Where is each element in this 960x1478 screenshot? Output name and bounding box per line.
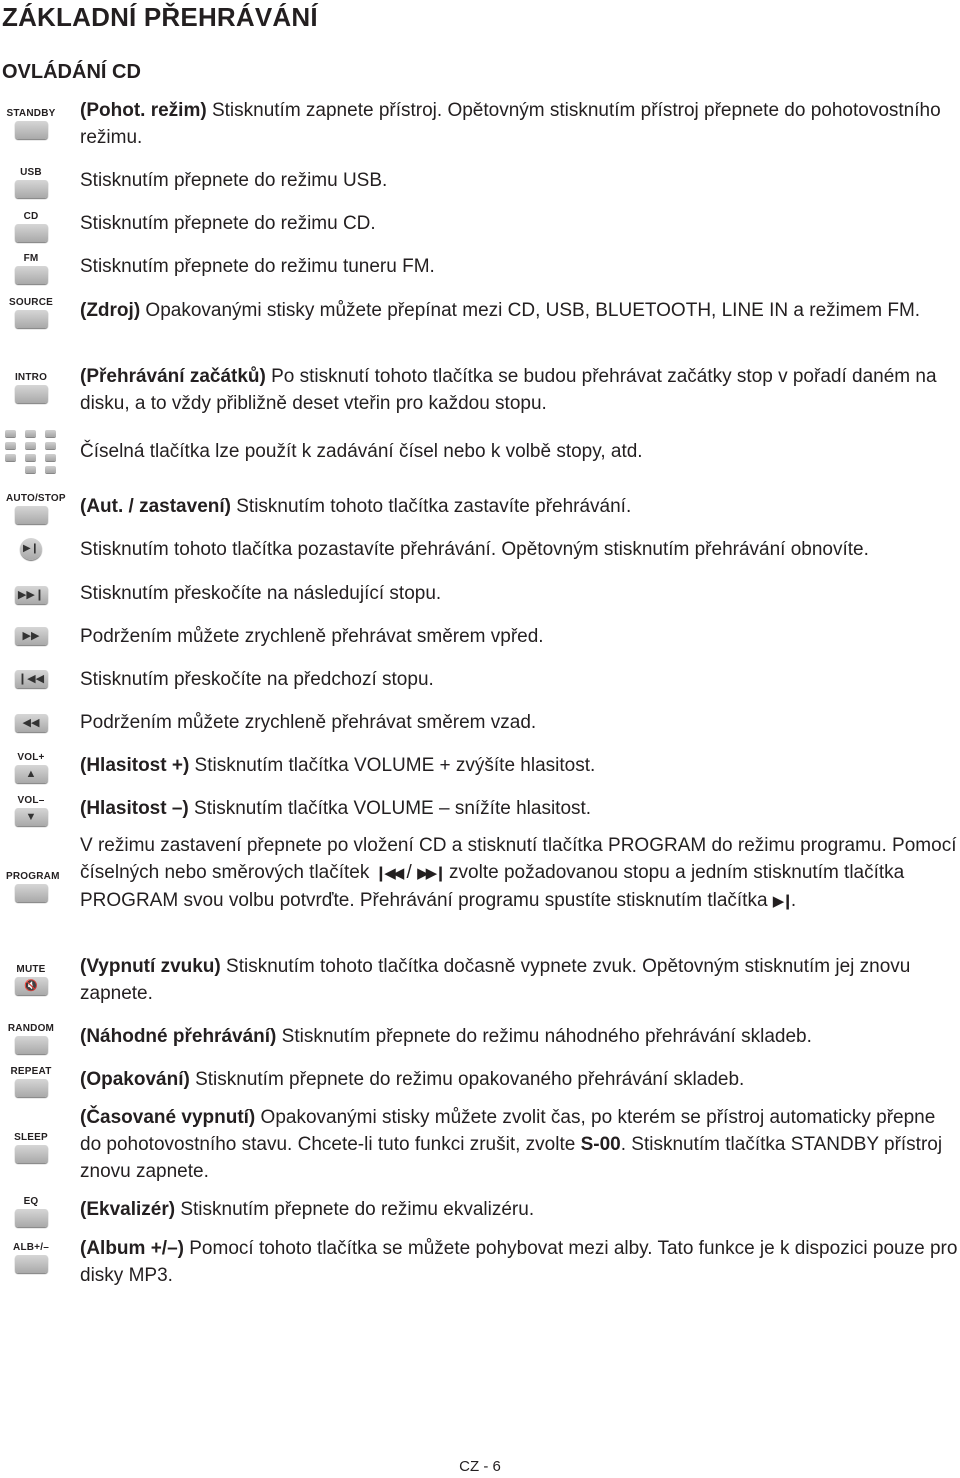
intro-key — [6, 372, 56, 403]
key-label: RANDOM — [7, 1023, 55, 1034]
voldown-key — [6, 795, 56, 826]
numeric-key — [5, 442, 16, 449]
source-key — [6, 297, 56, 328]
cd-button — [15, 224, 48, 242]
speaker-mute-icon: 🔇 — [15, 977, 48, 995]
arrow-down-icon: ▼ — [15, 808, 48, 826]
numeric-key — [5, 454, 16, 461]
repeat-description: (Opakování) Stisknutím přepnete do režimu opakovaného přehrávání skladeb. — [80, 1069, 745, 1090]
usb-description: Stisknutím přepnete do režimu USB. — [80, 170, 388, 191]
key-label: FM — [23, 253, 39, 264]
numeric-key — [45, 454, 56, 461]
key-label: PROGRAM — [6, 871, 60, 882]
autostop-key — [6, 493, 66, 524]
next-key — [6, 583, 56, 604]
prev-description: Stisknutím přeskočíte na předchozí stopu. — [80, 669, 434, 690]
key-label: VOL+ — [17, 752, 45, 763]
page-number: CZ - 6 — [459, 1458, 501, 1475]
fast-forward-icon: ▶▶ — [15, 627, 48, 645]
key-label: MUTE — [16, 964, 46, 975]
random-key — [6, 1023, 56, 1054]
rewind-icon: ◀◀ — [15, 714, 48, 732]
ff-description: Podržením můžete zrychleně přehrávat směrem vpřed. — [80, 626, 544, 647]
key-label: CD — [23, 211, 39, 222]
mute-key — [6, 964, 56, 995]
rew-description: Podržením můžete zrychleně přehrávat směrem vzad. — [80, 712, 537, 733]
numeric-key — [25, 454, 36, 461]
next-description: Stisknutím přeskočíte na následující stopu. — [80, 583, 442, 604]
key-label: ALB+/– — [13, 1242, 49, 1253]
numeric-key — [25, 430, 36, 437]
autostop-description: (Aut. / zastavení) Stisknutím tohoto tlačítka zastavíte přehrávání. — [80, 496, 632, 517]
eq-description: (Ekvalizér) Stisknutím přepnete do režimu ekvalizéru. — [80, 1199, 535, 1220]
source-description: (Zdroj) Opakovanými stisky můžete přepínat mezi CD, USB, BLUETOOTH, LINE IN a režimem FM. — [80, 300, 921, 321]
numeric-keypad — [3, 430, 59, 476]
standby-button — [15, 121, 48, 139]
key-label: SOURCE — [9, 297, 53, 308]
standby-description: (Pohot. režim) Stisknutím zapnete přístroj. Opětovným stisknutím přístroj přepnete do pohotovostního režimu. — [80, 100, 941, 148]
program-button — [15, 884, 48, 902]
sleep-button — [15, 1145, 48, 1163]
skip-next-icon: ▶▶❙ — [15, 586, 48, 604]
key-label: SLEEP — [14, 1132, 48, 1143]
intro-button — [15, 385, 48, 403]
autostop-button — [15, 506, 48, 524]
page-title: ZÁKLADNÍ PŘEHRÁVÁNÍ — [2, 2, 318, 32]
eq-key — [6, 1196, 56, 1227]
source-button — [15, 310, 48, 328]
numeric-description: Číselná tlačítka lze použít k zadávání čísel nebo k volbě stopy, atd. — [80, 441, 643, 462]
key-label: EQ — [23, 1196, 39, 1207]
eq-button — [15, 1209, 48, 1227]
volup-description: (Hlasitost +) Stisknutím tlačítka VOLUME + zvýšíte hlasitost. — [80, 755, 596, 776]
alb-key — [6, 1242, 56, 1273]
standby-key — [6, 108, 56, 139]
usb-key — [6, 167, 56, 198]
volup-key — [6, 752, 56, 783]
play-pause-icon: ▶❙ — [772, 893, 791, 910]
playpause-key — [6, 538, 56, 560]
numeric-key — [5, 430, 16, 437]
play-pause-icon: ▶❙ — [20, 538, 42, 560]
program-description: V režimu zastavení přepnete po vložení CD a stisknutí tlačítka PROGRAM do režimu programu. Pomocí číselných nebo směrových tlačítek ❙◀◀ / ▶▶❙ zvolte požadovanou stopu a jedním stisknutím tlačítka PROGRAM svou volbu potvrďte. Přehrávání programu spustíte stisknutím tlačítka ▶❙. — [80, 835, 957, 911]
numeric-key — [25, 442, 36, 449]
cd-description: Stisknutím přepnete do režimu CD. — [80, 213, 376, 234]
prev-key — [6, 667, 56, 688]
intro-description: (Přehrávání začátků) Po stisknutí tohoto tlačítka se budou přehrávat začátky stop v pořadí daném na disku, a to vždy přibližně deset vteřin pro každou stopu. — [80, 366, 937, 414]
key-label: REPEAT — [10, 1066, 52, 1077]
skip-previous-icon: ❙◀◀ — [374, 865, 402, 882]
key-label: STANDBY — [6, 108, 56, 119]
sleep-key — [6, 1132, 56, 1163]
repeat-key — [6, 1066, 56, 1097]
skip-previous-icon: ❙◀◀ — [15, 670, 48, 688]
ff-key — [6, 624, 56, 645]
random-button — [15, 1036, 48, 1054]
fm-button — [15, 266, 48, 284]
numeric-key — [45, 430, 56, 437]
repeat-button — [15, 1079, 48, 1097]
cd-key — [6, 211, 56, 242]
rew-key — [6, 711, 56, 732]
arrow-up-icon: ▲ — [15, 765, 48, 783]
skip-next-icon: ▶▶❙ — [417, 865, 444, 882]
program-key — [6, 871, 60, 902]
mute-description: (Vypnutí zvuku) Stisknutím tohoto tlačítka dočasně vypnete zvuk. Opětovným stisknutím jej znovu zapnete. — [80, 956, 911, 1004]
key-label: INTRO — [14, 372, 48, 383]
playpause-description: Stisknutím tohoto tlačítka pozastavíte přehrávání. Opětovným stisknutím přehrávání obnovíte. — [80, 539, 869, 560]
usb-button — [15, 180, 48, 198]
fm-description: Stisknutím přepnete do režimu tuneru FM. — [80, 256, 435, 277]
key-label: AUTO/STOP — [6, 493, 66, 504]
voldown-description: (Hlasitost –) Stisknutím tlačítka VOLUME – snížíte hlasitost. — [80, 798, 592, 819]
alb-description: (Album +/–) Pomocí tohoto tlačítka se můžete pohybovat mezi alby. Tato funkce je k dispozici pouze pro disky MP3. — [80, 1238, 958, 1286]
alb-button — [15, 1255, 48, 1273]
numeric-key — [45, 466, 56, 473]
numeric-key — [45, 442, 56, 449]
section-title: OVLÁDÁNÍ CD — [2, 61, 141, 83]
random-description: (Náhodné přehrávání) Stisknutím přepnete do režimu náhodného přehrávání skladeb. — [80, 1026, 812, 1047]
key-label: VOL– — [17, 795, 45, 806]
sleep-description: (Časované vypnutí) Opakovanými stisky můžete zvolit čas, po kterém se přístroj automaticky přepne do pohotovostního stavu. Chcete-li tuto funkci zrušit, zvolte S-00. Stisknutím tlačítka STANDBY přístroj znovu zapnete. — [80, 1107, 943, 1182]
key-label: USB — [20, 167, 42, 178]
fm-key — [6, 253, 56, 284]
numeric-key — [25, 466, 36, 473]
